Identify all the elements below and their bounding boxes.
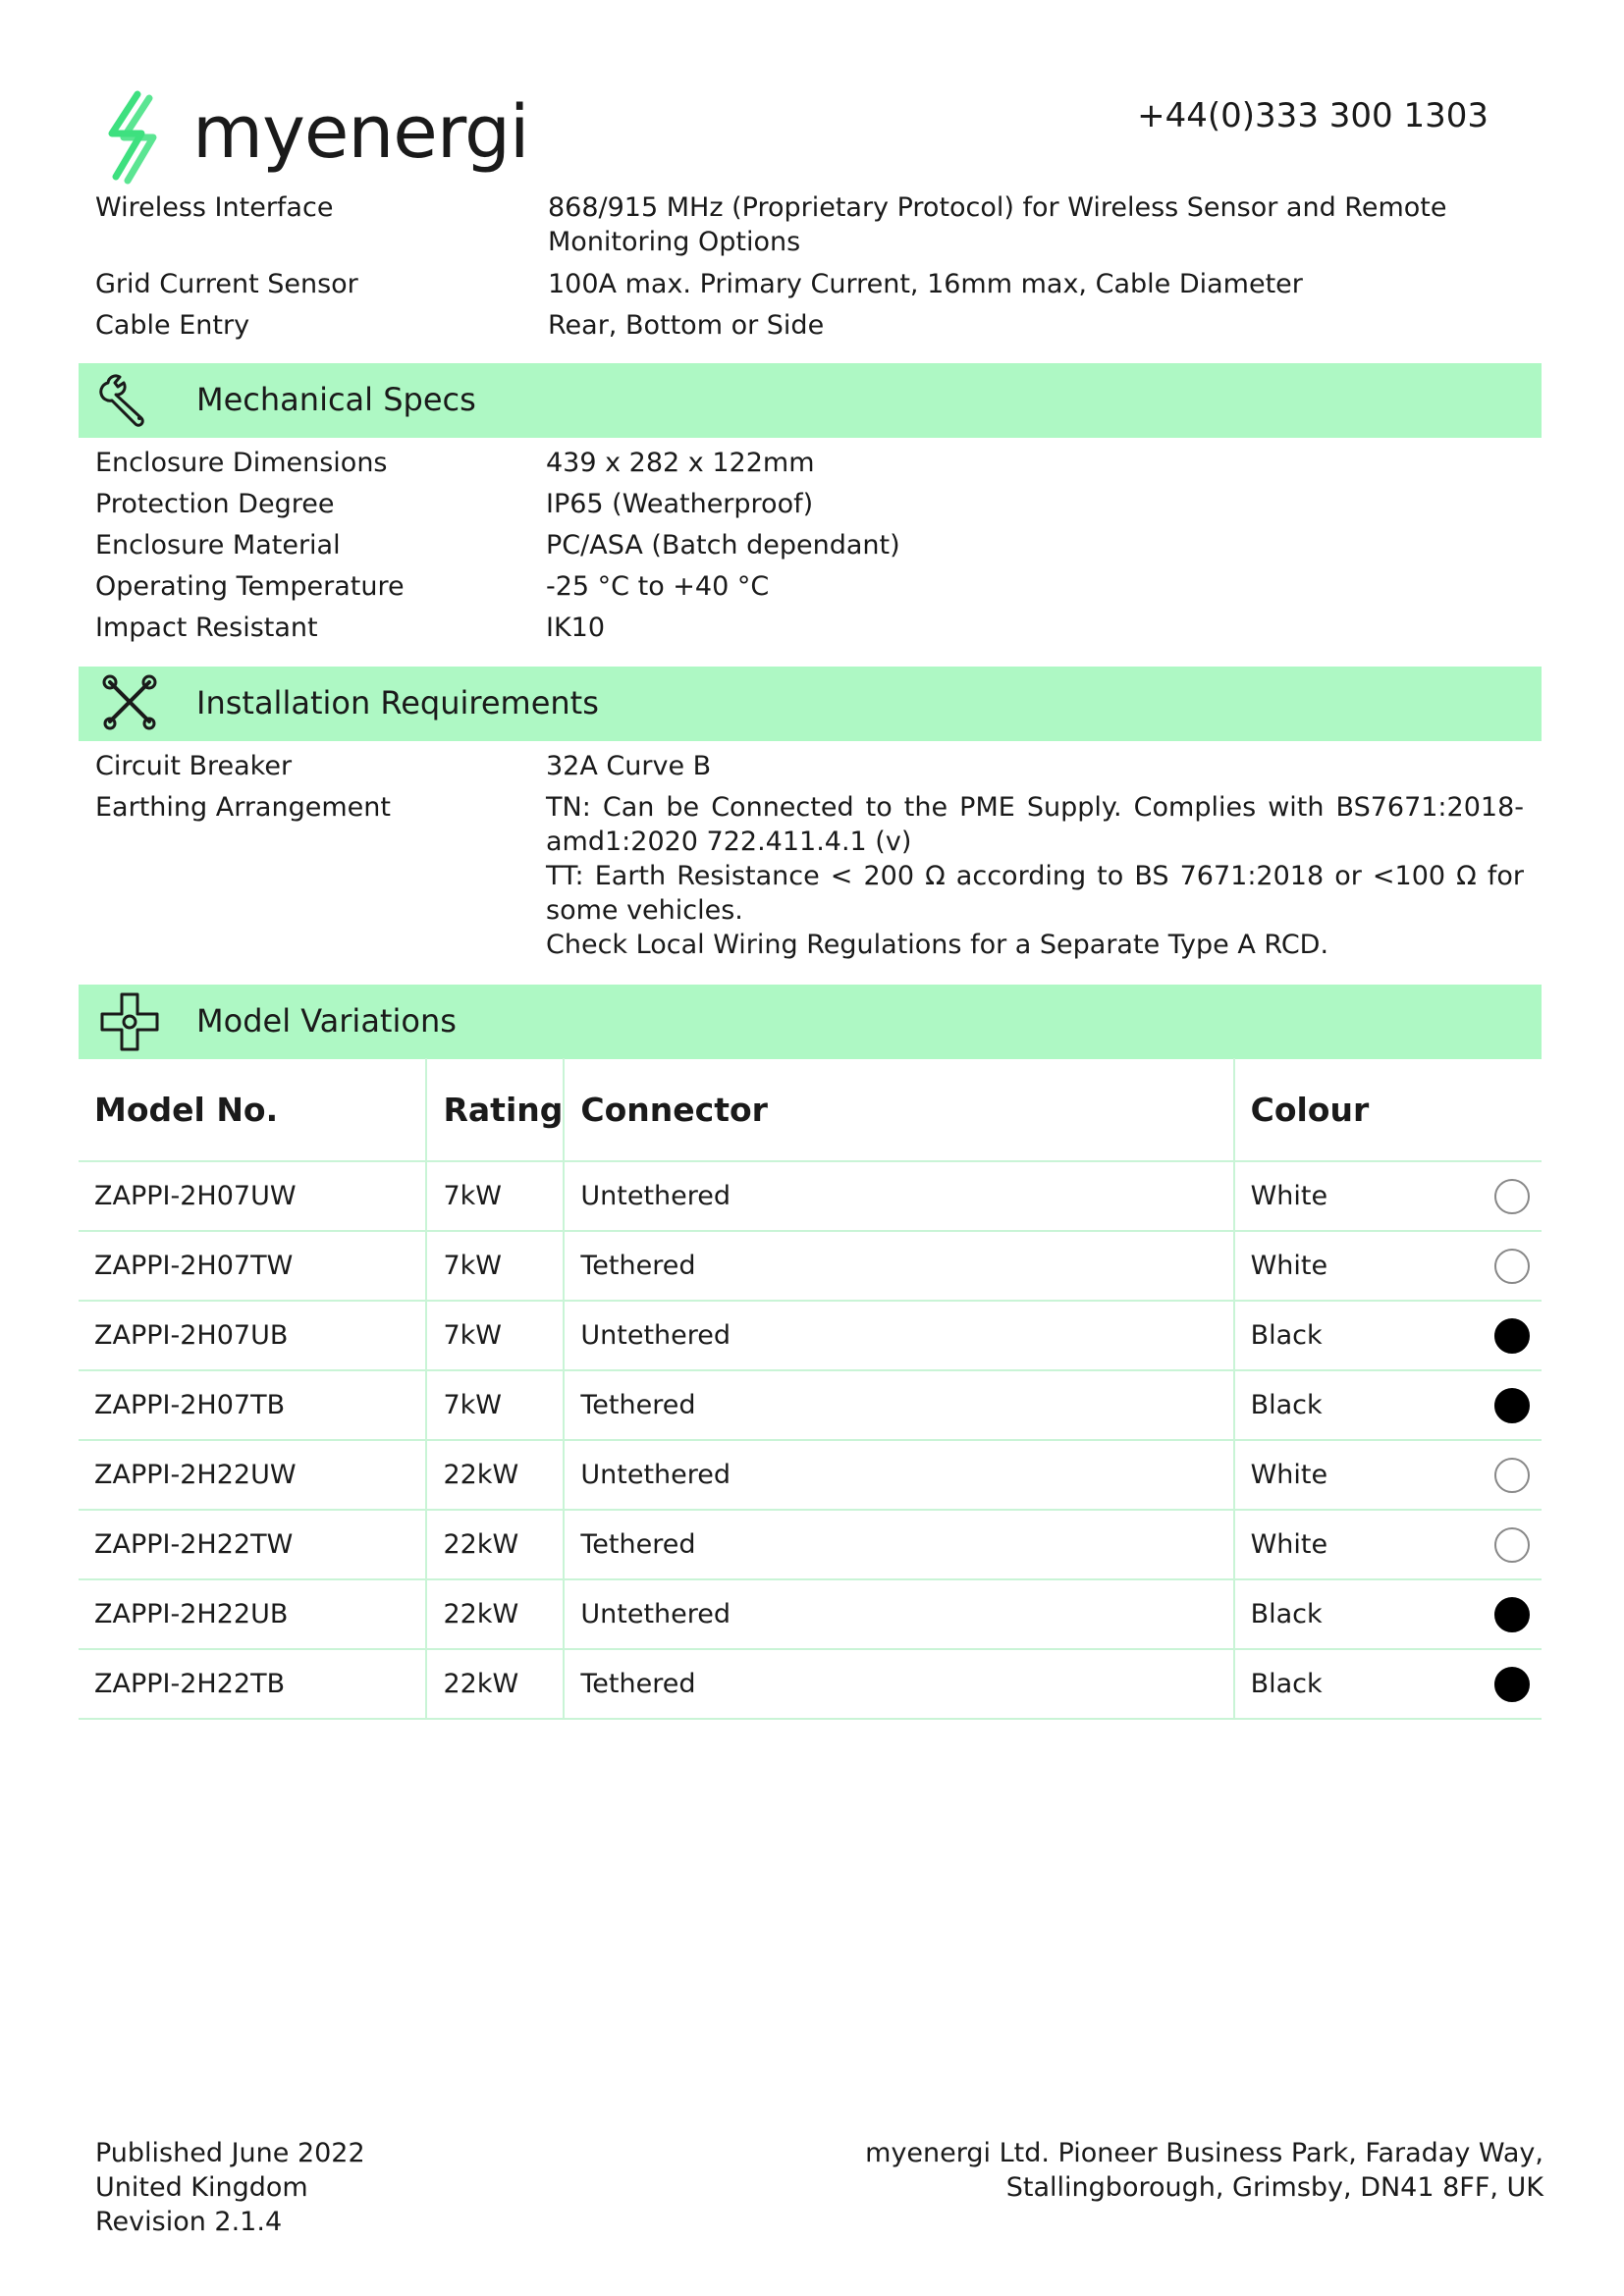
section-mechanical-specs: [79, 363, 1542, 438]
spec-value-cable-entry: Rear, Bottom or Side: [548, 310, 825, 341]
cell-rating: [426, 1370, 564, 1440]
colour-swatch-icon: [1494, 1527, 1530, 1563]
spec-label-protection: Protection Degree: [95, 489, 335, 519]
cross-icon: [98, 990, 161, 1053]
cell-model-no: [79, 1649, 426, 1719]
cell-model-no: [79, 1579, 426, 1649]
cell-connector: [564, 1231, 1233, 1301]
table-row: [79, 1579, 1542, 1649]
cell-colour: [1234, 1579, 1542, 1649]
wrench-icon: [98, 369, 161, 432]
cell-model-no-text: ZAPPI-2H22UB: [94, 1599, 289, 1629]
cell-colour: [1234, 1301, 1542, 1370]
colour-swatch-icon: [1494, 1597, 1530, 1632]
cell-model-no-text: ZAPPI-2H07UW: [94, 1181, 297, 1211]
table-row: [79, 1649, 1542, 1719]
column-header-colour: Colour: [1234, 1058, 1542, 1161]
cell-colour-text: White: [1250, 1529, 1328, 1560]
spec-value-temperature: -25 °C to +40 °C: [546, 571, 770, 602]
spec-value-grid-sensor: 100A max. Primary Current, 16mm max, Cable Diameter: [548, 269, 1303, 299]
cell-model-no-text: ZAPPI-2H22TB: [94, 1669, 286, 1699]
cell-connector-text: Untethered: [580, 1599, 731, 1629]
colour-swatch-icon: [1494, 1318, 1530, 1354]
column-header-connector: Connector: [564, 1058, 1233, 1161]
section-title: Model Variations: [196, 1002, 457, 1040]
cell-connector: [564, 1370, 1233, 1440]
cell-colour-text: Black: [1250, 1390, 1323, 1420]
cell-rating: [426, 1649, 564, 1719]
cell-connector-text: Tethered: [580, 1669, 696, 1699]
cell-model-no: [79, 1301, 426, 1370]
cell-rating-text: 22kW: [443, 1669, 519, 1699]
cell-model-no-text: ZAPPI-2H07TW: [94, 1251, 294, 1281]
tools-icon: [98, 672, 161, 735]
cell-colour-text: White: [1250, 1460, 1328, 1490]
cell-rating: [426, 1161, 564, 1231]
cell-rating-text: 7kW: [443, 1390, 502, 1420]
brand-logo: [98, 88, 529, 196]
column-header-rating: Rating: [426, 1058, 564, 1161]
footer-revision: Revision 2.1.4: [95, 2207, 283, 2237]
cell-rating-text: 7kW: [443, 1181, 502, 1211]
footer-published: Published June 2022: [95, 2138, 365, 2168]
model-variations-table: [79, 1058, 1542, 1720]
cell-model-no-text: ZAPPI-2H07TB: [94, 1390, 286, 1420]
cell-connector-text: Tethered: [580, 1390, 696, 1420]
table-header-row: [79, 1058, 1542, 1161]
spec-value-earthing-tn: TN: Can be Connected to the PME Supply. Complies with BS7671:2018-amd1:2020 722.411.4.1 (v): [546, 792, 1524, 857]
colour-swatch-icon: [1494, 1667, 1530, 1702]
cell-rating: [426, 1231, 564, 1301]
cell-colour: [1234, 1440, 1542, 1510]
cell-connector: [564, 1579, 1233, 1649]
cell-colour-text: White: [1250, 1181, 1328, 1211]
cell-model-no: [79, 1440, 426, 1510]
footer-address-line2: Stallingborough, Grimsby, DN41 8FF, UK: [1005, 2172, 1543, 2203]
spec-value-wireless: 868/915 MHz (Proprietary Protocol) for Wireless Sensor and Remote Monitoring Options: [548, 192, 1447, 257]
cell-rating: [426, 1301, 564, 1370]
spec-value-earthing-rcd: Check Local Wiring Regulations for a Separate Type A RCD.: [546, 930, 1329, 960]
cell-model-no: [79, 1231, 426, 1301]
cell-colour-text: Black: [1250, 1599, 1323, 1629]
spec-value-impact: IK10: [546, 613, 606, 643]
table-row: [79, 1301, 1542, 1370]
spec-value-circuit-breaker: 32A Curve B: [546, 751, 712, 781]
spec-label-material: Enclosure Material: [95, 530, 341, 561]
cell-model-no: [79, 1161, 426, 1231]
myenergi-logo-icon: [98, 88, 177, 187]
section-title: Installation Requirements: [196, 684, 599, 721]
spec-value-material: PC/ASA (Batch dependant): [546, 530, 900, 561]
cell-connector-text: Tethered: [580, 1251, 696, 1281]
cell-rating: [426, 1510, 564, 1579]
spec-label-circuit-breaker: Circuit Breaker: [95, 751, 293, 781]
colour-swatch-icon: [1494, 1249, 1530, 1284]
colour-swatch-icon: [1494, 1388, 1530, 1423]
cell-model-no-text: ZAPPI-2H22TW: [94, 1529, 294, 1560]
spec-label-grid-sensor: Grid Current Sensor: [95, 269, 358, 299]
cell-colour: [1234, 1370, 1542, 1440]
section-installation-requirements: [79, 667, 1542, 741]
section-title: Mechanical Specs: [196, 381, 476, 418]
spec-value-earthing-tt: TT: Earth Resistance < 200 Ω according to BS 7671:2018 or <100 Ω for some vehicles.: [546, 861, 1524, 926]
cell-colour: [1234, 1161, 1542, 1231]
cell-rating-text: 7kW: [443, 1320, 502, 1351]
cell-rating-text: 7kW: [443, 1251, 502, 1281]
cell-colour: [1234, 1510, 1542, 1579]
cell-colour: [1234, 1231, 1542, 1301]
cell-connector: [564, 1301, 1233, 1370]
footer-publication-info: [95, 2136, 365, 2239]
cell-connector: [564, 1649, 1233, 1719]
cell-model-no: [79, 1510, 426, 1579]
column-header-model: Model No.: [79, 1058, 426, 1161]
spec-label-temperature: Operating Temperature: [95, 571, 405, 602]
cell-rating-text: 22kW: [443, 1529, 519, 1560]
cell-connector-text: Untethered: [580, 1181, 731, 1211]
table-row: [79, 1161, 1542, 1231]
footer-country: United Kingdom: [95, 2172, 308, 2203]
colour-swatch-icon: [1494, 1458, 1530, 1493]
cell-connector: [564, 1510, 1233, 1579]
logo-text: myenergi: [192, 90, 529, 175]
cell-model-no-text: ZAPPI-2H22UW: [94, 1460, 297, 1490]
spec-label-dimensions: Enclosure Dimensions: [95, 448, 388, 478]
cell-connector: [564, 1440, 1233, 1510]
spec-label-earthing: Earthing Arrangement: [95, 792, 391, 823]
cell-colour-text: Black: [1250, 1320, 1323, 1351]
spec-value-protection: IP65 (Weatherproof): [546, 489, 814, 519]
cell-colour-text: White: [1250, 1251, 1328, 1281]
cell-connector-text: Untethered: [580, 1320, 731, 1351]
spec-label-wireless: Wireless Interface: [95, 192, 334, 223]
section-model-variations: [79, 985, 1542, 1059]
table-row: [79, 1231, 1542, 1301]
cell-colour: [1234, 1649, 1542, 1719]
cell-rating-text: 22kW: [443, 1460, 519, 1490]
table-row: [79, 1370, 1542, 1440]
table-row: [79, 1440, 1542, 1510]
footer-address-line1: myenergi Ltd. Pioneer Business Park, Faraday Way,: [865, 2138, 1543, 2168]
cell-rating: [426, 1579, 564, 1649]
spec-label-cable-entry: Cable Entry: [95, 310, 250, 341]
cell-model-no: [79, 1370, 426, 1440]
cell-colour-text: Black: [1250, 1669, 1323, 1699]
cell-connector-text: Tethered: [580, 1529, 696, 1560]
cell-connector: [564, 1161, 1233, 1231]
cell-connector-text: Untethered: [580, 1460, 731, 1490]
table-row: [79, 1510, 1542, 1579]
footer-address: [865, 2136, 1543, 2205]
cell-rating: [426, 1440, 564, 1510]
spec-label-impact: Impact Resistant: [95, 613, 318, 643]
spec-value-dimensions: 439 x 282 x 122mm: [546, 448, 815, 478]
cell-model-no-text: ZAPPI-2H07UB: [94, 1320, 289, 1351]
phone-number: +44(0)333 300 1303: [1137, 96, 1489, 135]
colour-swatch-icon: [1494, 1179, 1530, 1214]
cell-rating-text: 22kW: [443, 1599, 519, 1629]
